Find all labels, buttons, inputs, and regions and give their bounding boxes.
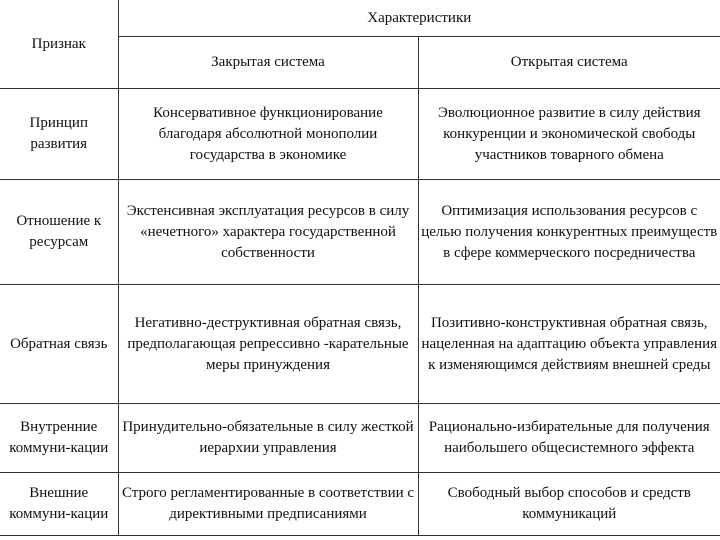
table-row [0, 89, 720, 180]
closed-system-header: Закрытая система [118, 37, 418, 89]
open-system-cell: Оптимизация использования ресурсов с целью получения конкурентных преимуществ в сфере коммерческого посредничества [418, 180, 720, 285]
closed-system-cell: Негативно-деструктивная обратная связь, предполагающая репрессивно -карательные меры принуждения [118, 285, 418, 404]
table-row [0, 404, 720, 473]
open-system-header: Открытая система [418, 37, 720, 89]
closed-system-cell: Принудительно-обязательные в силу жесткой иерархии управления [118, 404, 418, 473]
table-row [0, 285, 720, 404]
characteristics-header: Характеристики [118, 0, 720, 37]
open-system-cell: Рационально-избирательные для получения наибольшего общесистемного эффекта [418, 404, 720, 473]
open-system-cell: Свободный выбор способов и средств коммуникаций [418, 473, 720, 536]
open-system-cell: Позитивно-конструктивная обратная связь, нацеленная на адаптацию объекта управления к изменяющимся действиям внешней среды [418, 285, 720, 404]
open-system-cell: Эволюционное развитие в силу действия конкуренции и экономической свободы участников товарного обмена [418, 89, 720, 180]
table-row [0, 473, 720, 536]
table-row [0, 180, 720, 285]
feature-column-header: Признак [0, 0, 118, 89]
feature-cell: Внешние коммуни-кации [0, 473, 118, 536]
closed-system-cell: Экстенсивная эксплуатация ресурсов в силу «нечетного» характера государственной собственности [118, 180, 418, 285]
feature-cell: Внутренние коммуни-кации [0, 404, 118, 473]
feature-cell: Обратная связь [0, 285, 118, 404]
feature-cell: Отношение к ресурсам [0, 180, 118, 285]
closed-system-cell: Консервативное функционирование благодаря абсолютной монополии государства в экономике [118, 89, 418, 180]
header-row-top [0, 0, 720, 37]
feature-cell: Принцип развития [0, 89, 118, 180]
closed-system-cell: Строго регламентированные в соответствии с директивными предписаниями [118, 473, 418, 536]
